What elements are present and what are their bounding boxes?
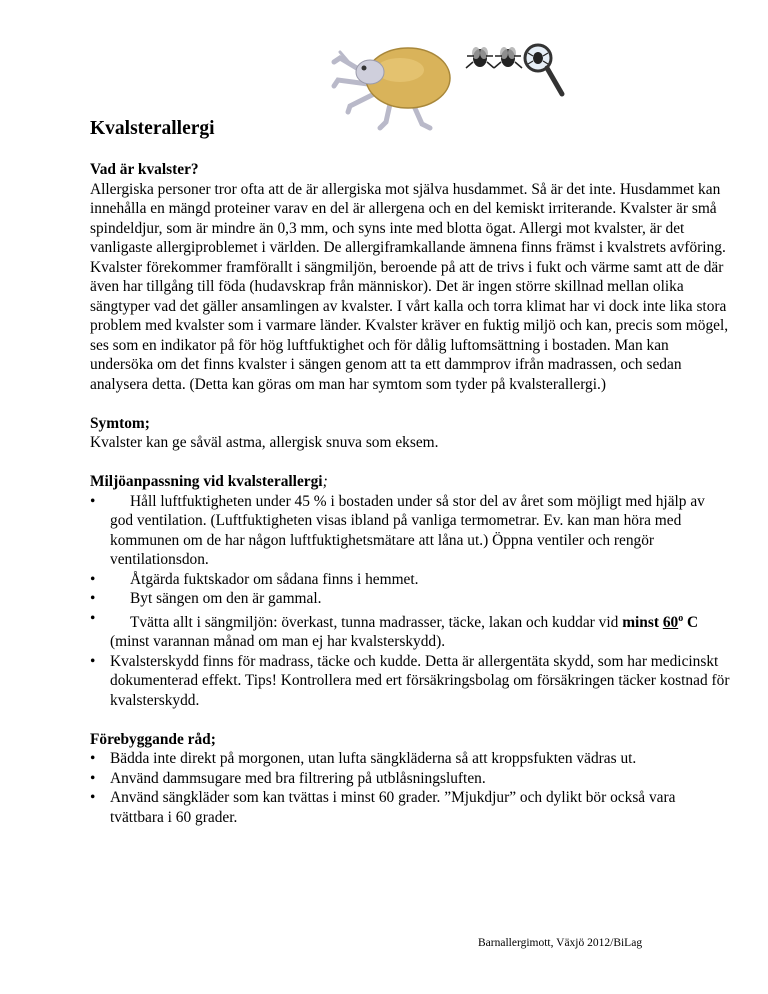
list-item <box>90 570 730 590</box>
list-item-text: Använd sängkläder som kan tvättas i minst 60 grader. ”Mjukdjur” och dylikt bör också vara tvättbara i 60 grader. <box>110 789 676 826</box>
bug-icon <box>466 47 494 68</box>
bullet-icon: • <box>90 570 96 588</box>
section-environment-adaptation <box>90 472 730 710</box>
section-symptoms <box>90 414 730 453</box>
bullet-icon: • <box>90 590 96 607</box>
dust-mite-illustration <box>330 36 570 136</box>
section-heading-text: Miljöanpassning vid kvalsterallergi <box>90 473 323 490</box>
bug-icon <box>494 47 522 68</box>
dust-mite-icon <box>334 48 450 128</box>
list-item-text: Byt sängen om den är gammal. <box>130 590 322 607</box>
emphasis-underlined: 60 <box>662 613 679 631</box>
bullet-icon: • <box>90 789 96 807</box>
section-prevention <box>90 730 730 828</box>
list-item-text: Håll luftfuktigheten under 45 % i bostaden under så stor del av året som möjligt med hjälp av god ventilation. (Luftfuktigheten visas ibland på vanliga termometrar. Ev. kan man höra med kommunen om de har någon luftfuktighetsmätare att låna ut.) Öppna ventiler och rengör ventilationsdon. <box>110 492 705 568</box>
section-heading: Vad är kvalster? <box>90 161 199 178</box>
list-item-text: Använd dammsugare med bra filtrering på utblåsningsluften. <box>110 769 486 787</box>
section-heading <box>90 472 730 492</box>
list-item <box>90 769 730 789</box>
bullet-icon: • <box>90 769 96 787</box>
list-item-text: Tvätta allt i sängmiljön: överkast, tunna madrasser, täcke, lakan och kuddar vid <box>130 613 619 631</box>
section-what-are-mites <box>90 160 730 394</box>
list-item-text: (minst varannan månad om man ej har kvalsterskydd). <box>110 633 446 651</box>
section-heading: Symtom; <box>90 414 150 432</box>
list-item <box>90 609 730 652</box>
degree-sign: o <box>678 612 684 624</box>
section-heading: Förebyggande råd; <box>90 730 216 748</box>
list-item-text: Bädda inte direkt på morgonen, utan lufta sängkläderna så att kroppsfukten vädras ut. <box>110 750 637 768</box>
adaptation-list <box>90 492 730 711</box>
list-item <box>90 492 730 570</box>
list-item <box>90 652 730 711</box>
section-paragraph: Kvalster kan ge såväl astma, allergisk snuva som eksem. <box>90 434 439 451</box>
document-body <box>90 160 730 847</box>
bullet-icon: • <box>90 609 96 627</box>
bullet-icon: • <box>90 750 96 768</box>
list-item <box>90 589 730 609</box>
prevention-list <box>90 749 730 827</box>
list-item-text: Kvalsterskydd finns för madrass, täcke och kudde. Detta är allergentäta skydd, som har medicinskt dokumenterad effekt. Tips! Kontrollera med ert försäkringsbolag om försäkringen täcker kostnad för kvalsterskydd. <box>110 652 730 709</box>
bullet-icon: • <box>90 652 96 670</box>
heading-suffix: ; <box>322 473 328 490</box>
page-title: Kvalsterallergi <box>90 118 215 139</box>
bullet-icon: • <box>90 492 96 510</box>
emphasis-text: minst <box>622 613 663 631</box>
magnifying-glass-icon <box>525 45 562 94</box>
list-item-text: Åtgärda fuktskador om sådana finns i hemmet. <box>130 570 419 588</box>
page-footer: Barnallergimott, Växjö 2012/BiLag <box>478 937 643 949</box>
section-paragraph: Allergiska personer tror ofta att de är allergiska mot själva husdammet. Så är det inte. Husdammet kan innehålla en mängd proteiner varav en del är allergena och en del kemiskt irriterande. Kvalster är små spindeldjur, som är mindre än 0,3 mm, och syns inte med blotta ögat. Allergi mot kvalster, är det vanligaste allergiproblemet i världen. De allergiframkallande ämnena finns främst i kvalstrets avföring. Kvalster förekommer framförallt i sängmiljön, beroende på att de trivs i fukt och värme samt att de där även har tillgång till föda (hudavskrap från människor). Det är ingen större skillnad mellan olika sängtyper vad det gäller ansamlingen av kvalster. I vårt kalla och torra klimat har vi dock inte lika stora problem med kvalster som i varmare länder. Kvalster kräver en fuktig miljö och kan, precis som mögel, ses som en indikator på för hög luftfuktighet och för dålig luftomsättning i bostaden. Man kan undersöka om det finns kvalster i sängen genom att ta ett dammprov ifrån madrassen, och sedan analysera detta. (Detta kan göras om man har symtom som tyder på kvalsterallergi.) <box>90 180 729 393</box>
list-item <box>90 788 730 827</box>
emphasis-text: C <box>683 613 699 631</box>
list-item <box>90 749 730 769</box>
